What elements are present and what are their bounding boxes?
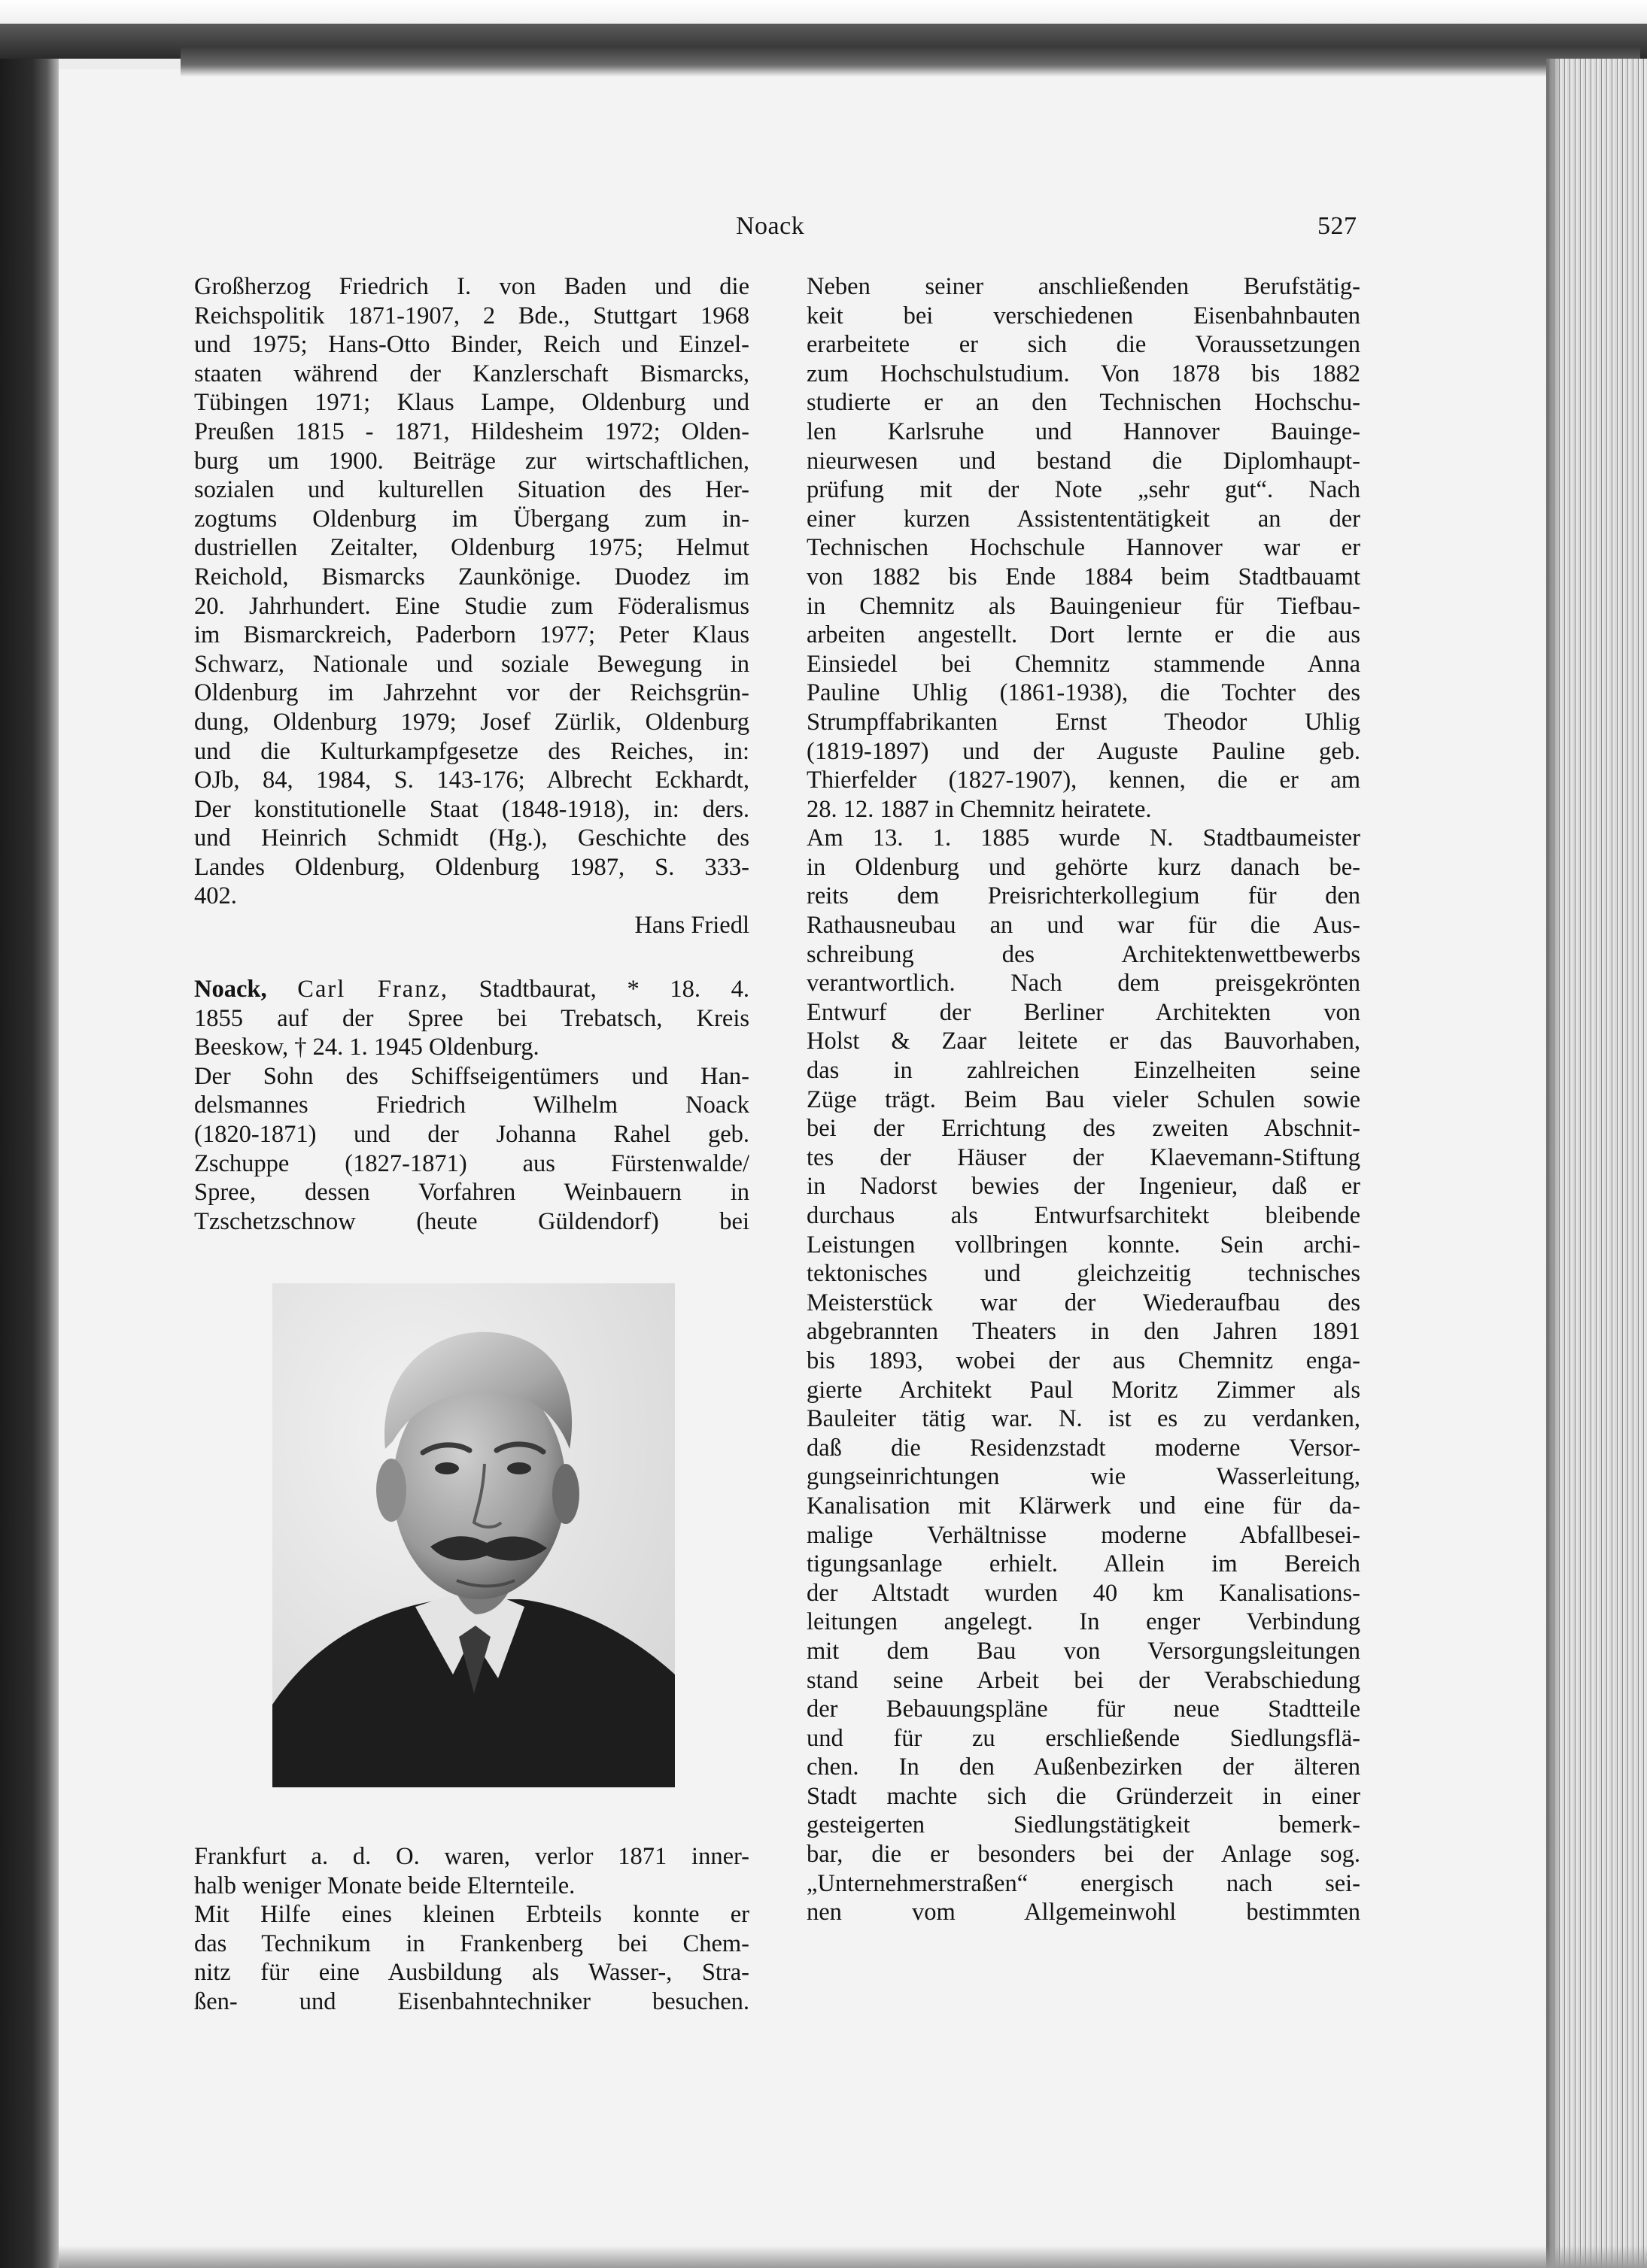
text-line: arbeiten angestellt. Dort lernte er die aus	[807, 621, 1360, 649]
text-line: dung, Oldenburg 1979; Josef Zürlik, Oldenburg	[194, 708, 749, 736]
text-line: mit dem Bau von Versorgungsleitungen	[807, 1637, 1360, 1665]
entry-heading-rest: Stadtbaurat, * 18. 4.	[479, 976, 750, 1003]
text-line: keit bei verschiedenen Eisenbahnbauten	[807, 302, 1360, 329]
text-line: Schwarz, Nationale und soziale Bewegung in	[194, 650, 749, 678]
text-line: zogtums Oldenburg im Übergang zum in-	[194, 505, 749, 533]
text-line: (1819-1897) und der Auguste Pauline geb.	[807, 737, 1360, 765]
text-line: bis 1893, wobei der aus Chemnitz enga-	[807, 1347, 1360, 1374]
text-line: „Unternehmerstraßen“ energisch nach sei-	[807, 1869, 1360, 1897]
text-line: chen. In den Außenbezirken der älteren	[807, 1753, 1360, 1781]
text-line: Holst & Zaar leitete er das Bauvorhaben,	[807, 1028, 1360, 1055]
text-line: OJb, 84, 1984, S. 143-176; Albrecht Eckhardt,	[194, 767, 749, 794]
text-line: der Altstadt wurden 40 km Kanalisations-	[807, 1579, 1360, 1607]
text-line: abgebrannten Theaters in den Jahren 1891	[807, 1318, 1360, 1346]
text-line: und Heinrich Schmidt (Hg.), Geschichte des	[194, 824, 749, 852]
text-line: Preußen 1815 - 1871, Hildesheim 1972; Olden-	[194, 417, 749, 445]
text-line: durchaus als Entwurfsarchitekt bleibende	[807, 1202, 1360, 1229]
noack-entry	[194, 975, 749, 1236]
text-line: tektonisches und gleichzeitig technisches	[807, 1260, 1360, 1288]
text-line: und für zu erschließende Siedlungsflä-	[807, 1724, 1360, 1752]
entry-given-names: Carl Franz,	[297, 976, 448, 1003]
text-line: und 1975; Hans-Otto Binder, Reich und Einzel-	[194, 331, 749, 359]
text-line: Zschuppe (1827-1871) aus Fürstenwalde/	[194, 1149, 749, 1177]
text-line: und die Kulturkampfgesetze des Reiches, in:	[194, 737, 749, 765]
text-line: in Chemnitz als Bauingenieur für Tiefbau-	[807, 592, 1360, 620]
text-line: Rathausneubau an und war für die Aus-	[807, 912, 1360, 940]
noack-entry-continued	[194, 1842, 749, 2017]
text-line: Pauline Uhlig (1861-1938), die Tochter des	[807, 679, 1360, 707]
text-line: studierte er an den Technischen Hochschu-	[807, 389, 1360, 417]
text-line: bar, die er besonders bei der Anlage sog.	[807, 1841, 1360, 1869]
text-line: prüfung mit der Note „sehr gut“. Nach	[807, 476, 1360, 504]
text-line: einer kurzen Assistententätigkeit an der	[807, 505, 1360, 533]
text-line: gesteigerten Siedlungstätigkeit bemerk-	[807, 1811, 1360, 1839]
text-line: bei der Errichtung des zweiten Abschnit-	[807, 1115, 1360, 1143]
text-line: nen vom Allgemeinwohl bestimmten	[807, 1899, 1360, 1926]
portrait-photo	[272, 1283, 675, 1787]
text-line: reits dem Preisrichterkollegium für den	[807, 882, 1360, 910]
text-line: Beeskow, † 24. 1. 1945 Oldenburg.	[194, 1034, 539, 1061]
text-line: nitz für eine Ausbildung als Wasser-, Stra-	[194, 1959, 749, 1987]
text-line: 402.	[194, 882, 237, 910]
portrait-image	[272, 1283, 675, 1787]
text-line: 1855 auf der Spree bei Trebatsch, Kreis	[194, 1004, 749, 1032]
text-line: schreibung des Architektenwettbewerbs	[807, 940, 1360, 968]
text-line: delsmannes Friedrich Wilhelm Noack	[194, 1091, 749, 1119]
text-line: Technischen Hochschule Hannover war er	[807, 534, 1360, 562]
text-line: Züge trägt. Beim Bau vieler Schulen sowie	[807, 1085, 1360, 1113]
text-line: tigungsanlage erhielt. Allein im Bereich	[807, 1550, 1360, 1578]
page-stack-shadow	[1546, 59, 1561, 2268]
text-line: Spree, dessen Vorfahren Weinbauern in	[194, 1179, 749, 1207]
text-line: gungseinrichtungen wie Wasserleitung,	[807, 1463, 1360, 1491]
text-line: leitungen angelegt. In enger Verbindung	[807, 1608, 1360, 1636]
text-line: Strumpffabrikanten Ernst Theodor Uhlig	[807, 708, 1360, 736]
page-number: 527	[1317, 212, 1357, 240]
text-line: Tzschetzschnow (heute Güldendorf) bei	[194, 1207, 749, 1235]
text-line: stand seine Arbeit bei der Verabschiedung	[807, 1666, 1360, 1694]
text-line: nieurwesen und bestand die Diplomhaupt-	[807, 447, 1360, 475]
entry-name: Noack,	[194, 976, 267, 1003]
text-line: in Oldenburg und gehörte kurz danach be-	[807, 853, 1360, 881]
text-line: 20. Jahrhundert. Eine Studie zum Föderalismus	[194, 592, 749, 620]
text-line: Kanalisation mit Klärwerk und eine für da-	[807, 1492, 1360, 1520]
text-line: im Bismarckreich, Paderborn 1977; Peter Klaus	[194, 621, 749, 649]
text-line: 28. 12. 1887 in Chemnitz heiratete.	[807, 795, 1152, 823]
text-line: zum Hochschulstudium. Von 1878 bis 1882	[807, 360, 1360, 387]
text-line: Frankfurt a. d. O. waren, verlor 1871 inner-	[194, 1843, 749, 1870]
book-cover-shadow	[181, 47, 1640, 77]
text-line: Großherzog Friedrich I. von Baden und die	[194, 273, 749, 300]
text-line: Meisterstück war der Wiederaufbau des	[807, 1289, 1360, 1316]
text-line: len Karlsruhe und Hannover Bauinge-	[807, 417, 1360, 445]
text-line: Am 13. 1. 1885 wurde N. Stadtbaumeister	[807, 824, 1360, 852]
text-line: staaten während der Kanzlerschaft Bismarcks,	[194, 360, 749, 387]
previous-entry-bibliography	[194, 272, 749, 940]
page-bottom-shadow	[59, 2245, 1647, 2268]
text-line: Mit Hilfe eines kleinen Erbteils konnte er	[194, 1901, 749, 1929]
text-line: Einsiedel bei Chemnitz stammende Anna	[807, 650, 1360, 678]
left-page-edge	[0, 53, 59, 2268]
text-line: sozialen und kulturellen Situation des Her-	[194, 476, 749, 504]
text-line: halb weniger Monate beide Elternteile.	[194, 1872, 576, 1899]
running-head-title: Noack	[736, 212, 805, 240]
text-line: der Bebauungspläne für neue Stadtteile	[807, 1696, 1360, 1723]
text-line: Neben seiner anschließenden Berufstätig-	[807, 273, 1360, 300]
text-line: dustriellen Zeitalter, Oldenburg 1975; Helmut	[194, 534, 749, 562]
text-line: Oldenburg im Jahrzehnt vor der Reichsgrün-	[194, 679, 749, 707]
text-line: Tübingen 1971; Klaus Lampe, Oldenburg und	[194, 389, 749, 417]
text-line: erarbeitete er sich die Voraussetzungen	[807, 331, 1360, 359]
text-line: daß die Residenzstadt moderne Versor-	[807, 1434, 1360, 1462]
text-line: in Nadorst bewies der Ingenieur, daß er	[807, 1173, 1360, 1201]
text-line: malige Verhältnisse moderne Abfallbesei-	[807, 1521, 1360, 1549]
text-line: das in zahlreichen Einzelheiten seine	[807, 1057, 1360, 1085]
text-line: tes der Häuser der Klaevemann-Stiftung	[807, 1143, 1360, 1171]
text-line: Leistungen vollbringen konnte. Sein archi-	[807, 1231, 1360, 1258]
text-line: von 1882 bis Ende 1884 beim Stadtbauamt	[807, 563, 1360, 591]
text-line: Reichspolitik 1871-1907, 2 Bde., Stuttgart 1968	[194, 302, 749, 329]
text-line: Reichold, Bismarcks Zaunkönige. Duodez im	[194, 563, 749, 591]
text-line: (1820-1871) und der Johanna Rahel geb.	[194, 1120, 749, 1148]
entry-heading-line	[194, 975, 749, 1004]
text-line: gierte Architekt Paul Moritz Zimmer als	[807, 1376, 1360, 1404]
text-line: verantwortlich. Nach dem preisgekrönten	[807, 970, 1360, 997]
text-line: Bauleiter tätig war. N. ist es zu verdanken,	[807, 1405, 1360, 1433]
right-column	[807, 272, 1360, 1927]
text-line: das Technikum in Frankenberg bei Chem-	[194, 1929, 749, 1957]
page-stack-edge	[1546, 59, 1647, 2268]
text-line: Landes Oldenburg, Oldenburg 1987, S. 333-	[194, 853, 749, 881]
text-line: ßen- und Eisenbahntechniker besuchen.	[194, 1987, 749, 2015]
text-line: Der Sohn des Schiffseigentümers und Han-	[194, 1062, 749, 1090]
text-line: Der konstitutionelle Staat (1848-1918), in: ders.	[194, 795, 749, 823]
text-line: Stadt machte sich die Gründerzeit in einer	[807, 1782, 1360, 1810]
entry-author: Hans Friedl	[634, 912, 749, 940]
text-line: Entwurf der Berliner Architekten von	[807, 998, 1360, 1026]
text-line: burg um 1900. Beiträge zur wirtschaftlichen,	[194, 447, 749, 475]
text-line: Thierfelder (1827-1907), kennen, die er am	[807, 767, 1360, 794]
